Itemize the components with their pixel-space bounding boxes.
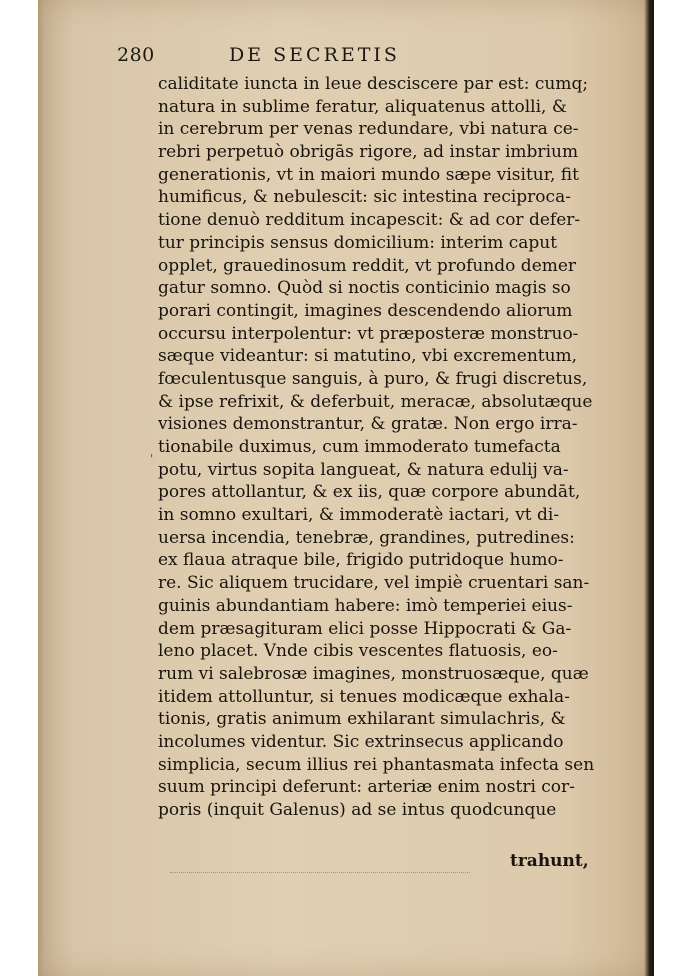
text-line: humificus, & nebulescit: sic intestina reciproca- [158, 187, 571, 208]
text-line: uersa incendia, tenebræ, grandines, putredines: [158, 527, 575, 548]
page-edge-shadow [644, 0, 654, 976]
text-line: fœculentusque sanguis, à puro, & frugi discretus, [158, 368, 588, 389]
text-line: natura in sublime feratur, aliquatenus attolli, & [158, 96, 567, 117]
text-line: caliditate iuncta in leue desciscere par est: cumq; [158, 74, 589, 94]
page-header [117, 44, 595, 70]
text-line: rum vi salebrosæ imagines, monstruosæque, quæ [158, 663, 589, 684]
text-line: in cerebrum per venas redundare, vbi natura ce- [158, 119, 579, 140]
print-specks [170, 872, 470, 877]
text-line: tionis, gratis animum exhilarant simulachris, & [158, 709, 566, 730]
text-line: pores attollantur, & ex iis, quæ corpore abundāt, [158, 482, 581, 503]
text-line: generationis, vt in maiori mundo sæpe visitur, fit [158, 164, 579, 185]
catchword: trahunt, [510, 851, 589, 871]
text-line: sæque videantur: si matutino, vbi excrementum, [158, 346, 578, 367]
text-line: dem præsagituram elici posse Hippocrati & Ga- [158, 618, 572, 639]
text-line: re. Sic aliquem trucidare, vel impiè cruentari san- [158, 573, 590, 594]
text-line: in somno exultari, & immoderatè iactari, vt di- [158, 505, 560, 526]
text-line: potu, virtus sopita langueat, & natura edulij va- [158, 459, 569, 480]
text-line: tur principis sensus domicilium: interim caput [158, 232, 558, 253]
text-line: gatur somno. Quòd si noctis conticinio magis so [158, 278, 571, 299]
running-title: DE SECRETIS [229, 44, 400, 66]
text-line: porari contingit, imagines descendendo aliorum [158, 300, 573, 321]
spine-shadow [38, 0, 44, 976]
text-line: ex flaua atraque bile, frigido putridoque humo- [158, 550, 564, 571]
text-line: leno placet. Vnde cibis vescentes flatuosis, eo- [158, 641, 558, 662]
text-line: tionabile duximus, cum immoderato tumefacta [158, 437, 561, 457]
text-line: rebri perpetuò obrigās rigore, ad instar imbrium [158, 142, 579, 163]
text-line: & ipse refrixit, & deferbuit, meracæ, absolutæque [158, 391, 593, 412]
text-line: suum principi deferunt: arteriæ enim nostri cor- [158, 777, 575, 798]
body-text [158, 73, 606, 822]
text-line: tione denuò redditum incapescit: & ad cor defer- [158, 210, 581, 231]
text-line: poris (inquit Galenus) ad se intus quodcunque [158, 800, 557, 820]
text-line: visiones demonstrantur, & gratæ. Non ergo irra- [158, 414, 578, 435]
text-line: incolumes videntur. Sic extrinsecus applicando [158, 731, 564, 752]
text-line: occursu interpolentur: vt præposteræ monstruo- [158, 323, 579, 344]
margin-mark: ' [150, 452, 154, 466]
text-line: guinis abundantiam habere: imò temperiei eius- [158, 595, 573, 616]
text-line: simplicia, secum illius rei phantasmata infecta sen [158, 754, 595, 775]
text-line: opplet, grauedinosum reddit, vt profundo demer [158, 255, 577, 276]
text-line: itidem attolluntur, si tenues modicæque exhala- [158, 686, 570, 707]
folio-number: 280 [117, 44, 155, 66]
